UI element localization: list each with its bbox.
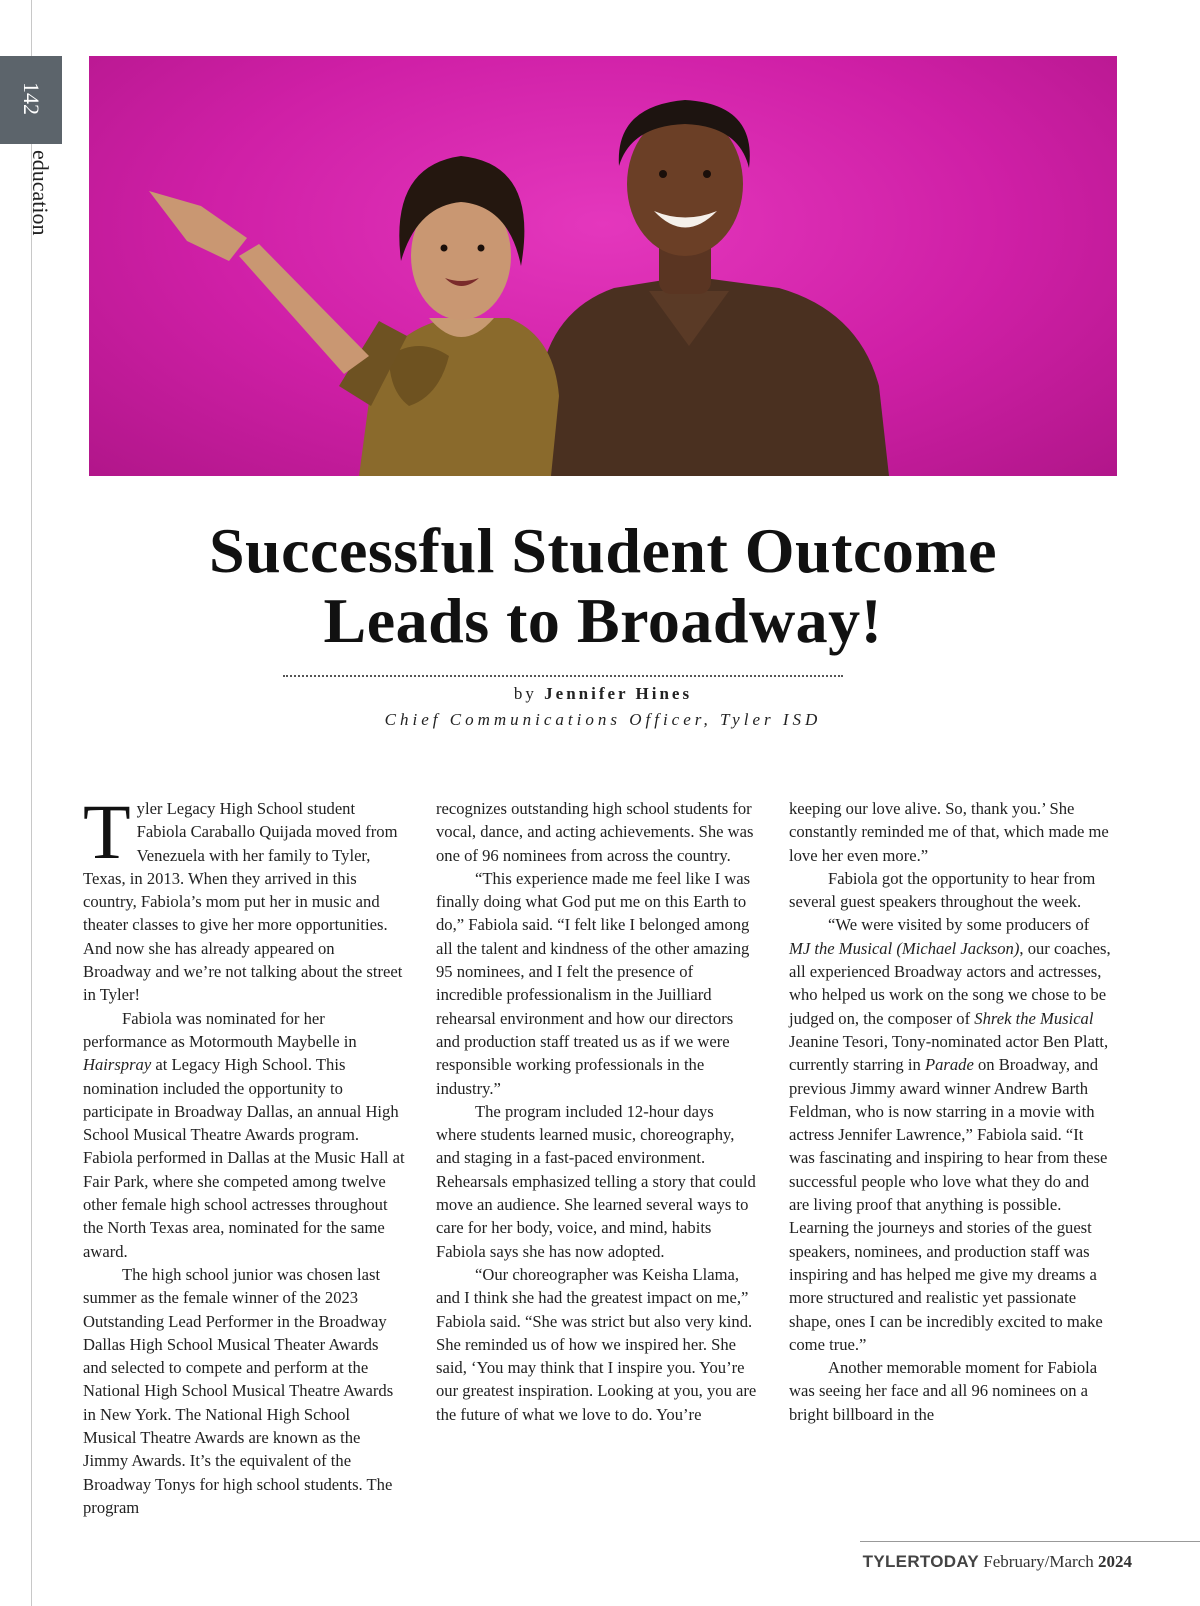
article-column-2	[436, 797, 758, 1426]
hero-photo	[89, 56, 1117, 476]
paragraph-text: The program included 12-hour days where students learned music, choreography, and staging in a fast-paced environment. Rehearsals emphasized telling a story that could move an audience. She learned several ways to care for her body, voice, and mind, habits Fabiola says she has now adopted.	[436, 1101, 756, 1261]
paragraph-text: on Broadway, and previous Jimmy award winner Andrew Barth Feldman, who is now starring in a movie with actress Jennifer Lawrence,” Fabiola said. “It was fascinating and inspiring to hear from these successful people who love what they do and are living proof that anything is possible. Learning the journeys and stories of the guest speakers, nominees, and production staff was inspiring and has helped me give my dreams a more structured and realistic yet passionate shape, ones I can be incredibly excited to make come true.”	[789, 1055, 1108, 1354]
byline-prefix: by	[513, 684, 537, 703]
magazine-name: TYLERTODAY	[862, 1552, 980, 1571]
section-label: education	[28, 150, 53, 236]
author-role: Chief Communications Officer, Tyler ISD	[384, 710, 822, 729]
byline	[89, 684, 1117, 704]
issue-year: 2024	[1098, 1552, 1132, 1571]
headline-line-1: Successful Student Outcome	[208, 515, 998, 586]
paragraph-text: keeping our love alive. So, thank you.’ She constantly reminded me of that, which made me love her even more.”	[789, 799, 1109, 865]
paragraph	[789, 867, 1111, 914]
paragraph-text: “Our choreographer was Keisha Llama, and I think she had the greatest impact on me,” Fabiola said. “She was strict but also very kind. She reminded us of how we inspired her. She said, ‘You may think that I inspire you. You’re our greatest inspiration. Looking at you, you are the future of what we love to do. You’re	[436, 1264, 757, 1424]
paragraph	[436, 1263, 758, 1426]
paragraph	[789, 913, 1111, 1356]
article-column-1	[83, 788, 405, 1519]
paragraph	[83, 1007, 405, 1263]
footer-rule	[860, 1541, 1200, 1542]
issue-months: February/March	[983, 1552, 1094, 1571]
paragraph-text: at Legacy High School. This nomination included the opportunity to participate in Broadway Dallas, an annual High School Musical Theatre Awards program. Fabiola performed in Dallas at the Music Hall at Fair Park, where she competed among twelve other female high school actresses throughout the North Texas area, nominated for the same award.	[83, 1055, 405, 1261]
paragraph-text: “This experience made me feel like I was finally doing what God put me on this Earth to do,” Fabiola said. “I felt like I belonged among all the talent and kindness of the other amazing 95 nominees, and I felt the presence of incredible professionalism in the Juilliard rehearsal environment and how our directors and production staff treated us as if we were responsible working professionals in the industry.”	[436, 868, 751, 1098]
headline-line-2: Leads to Broadway!	[323, 585, 883, 656]
show-title: MJ the Musical (Michael Jackson)	[789, 938, 1020, 958]
paragraph-text: , our coaches, all experienced Broadway actors and actresses, who helped us work on the song we chose to be judged on, the composer of	[789, 938, 1111, 1028]
show-title: Shrek the Musical	[974, 1008, 1094, 1028]
page-footer	[863, 1552, 1132, 1572]
paragraph-text: The high school junior was chosen last summer as the female winner of the 2023 Outstanding Lead Performer in the Broadway Dallas High School Musical Theater Awards and selected to compete and perform at the National High School Musical Theatre Awards in New York. The National High School Musical Theatre Awards are known as the Jimmy Awards. It’s the equivalent of the Broadway Tonys for high school students. The program	[83, 1264, 394, 1517]
paragraph	[436, 1100, 758, 1263]
dotted-divider	[283, 675, 843, 677]
male-performer	[529, 100, 889, 476]
paragraph	[83, 788, 405, 1007]
margin-rule	[31, 0, 32, 1606]
paragraph	[436, 867, 758, 1100]
paragraph	[789, 1356, 1111, 1426]
paragraph-text: Jeanine Tesori, Tony-nominated actor Ben Platt, currently starring in	[789, 1031, 1109, 1075]
female-performer	[149, 156, 559, 476]
page-number: 142	[19, 82, 44, 115]
paragraph	[83, 1263, 405, 1519]
paragraph-text: “We were visited by some producers of	[828, 915, 1090, 935]
paragraph-text: Fabiola was nominated for her performance as Motormouth Maybelle in	[83, 1008, 357, 1051]
performers-illustration	[89, 56, 1117, 476]
paragraph-text: yler Legacy High School student Fabiola Caraballo Quijada moved from Venezuela with her family to Tyler, Texas, in 2013. When they arrived in this country, Fabiola’s mom put her in music and theater classes to give her more opportunities. And now she has already appeared on Broadway and we’re not talking about the street in Tyler!	[83, 799, 403, 1005]
paragraph-text: Fabiola got the opportunity to hear from several guest speakers throughout the week.	[789, 868, 1096, 912]
show-title: Parade	[924, 1055, 974, 1075]
paragraph-text: recognizes outstanding high school students for vocal, dance, and acting achievements. She was one of 96 nominees from across the country.	[436, 799, 754, 865]
author-name: Jennifer Hines	[544, 684, 693, 703]
paragraph-text: Another memorable moment for Fabiola was seeing her face and all 96 nominees on a bright billboard in the	[789, 1358, 1098, 1424]
show-title: Hairspray	[83, 1055, 152, 1075]
paragraph	[436, 797, 758, 867]
paragraph	[789, 797, 1111, 867]
article-headline	[89, 516, 1117, 656]
article-column-3	[789, 797, 1111, 1426]
drop-cap: T	[83, 788, 131, 875]
